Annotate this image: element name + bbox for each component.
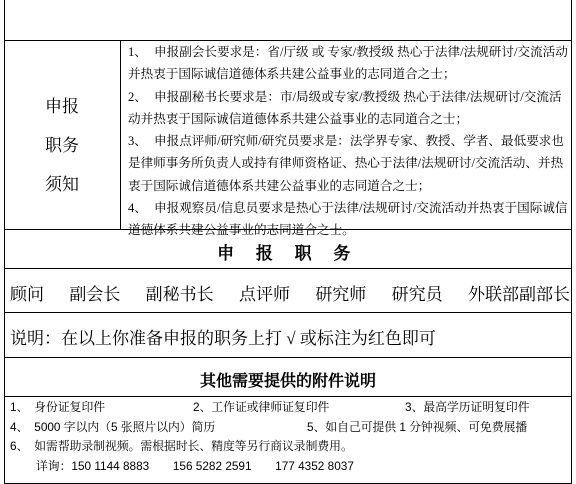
- requirement-number: 4、: [128, 201, 147, 216]
- requirement-item: [128, 86, 570, 131]
- column-divider: [120, 40, 121, 229]
- attachments-list: [10, 398, 570, 476]
- position-option[interactable]: 副秘书长: [145, 285, 214, 304]
- contact-phones: 详询：150 1144 8883 156 5282 2591 177 4352 8037: [36, 458, 354, 473]
- requirement-text: 申报副会长要求是：省/厅级 或 专家/教授级 热心于法律/法规研讨/交流活动并热衷于国际诚信道德体系共建公益事业的志同道合之士；: [128, 45, 568, 82]
- row-divider: [4, 396, 572, 397]
- positions-section-title: 申 报 职 务: [217, 244, 359, 263]
- row-divider: [4, 268, 572, 269]
- position-option[interactable]: 点评师: [238, 285, 290, 304]
- apply-label-line-1: 申报: [45, 97, 79, 116]
- requirement-text: 申报副秘书长要求是：市/局级或专家/教授级 热心于法律/法规研讨/交流活动并热衷于国际诚信道德体系共建公益事业的志同道合之士；: [128, 89, 562, 126]
- apply-label-line-3: 须知: [45, 175, 79, 194]
- requirements-list: [128, 41, 570, 242]
- positions-list: [10, 280, 570, 305]
- position-option[interactable]: 研究师: [315, 285, 367, 304]
- attachment-row: [10, 398, 570, 418]
- requirement-number: 3、: [128, 134, 147, 149]
- attachment-item: 6、 如需帮助录制视频。需根据时长、精度等另行商议录制费用。: [10, 439, 353, 453]
- requirement-text: 申报观察员/信息员要求是热心于法律/法规研讨/交流活动并热衷于国际诚信道德体系共建公益事业的志同道合之士。: [128, 201, 568, 238]
- position-option[interactable]: 外联部副部长: [467, 285, 570, 304]
- requirement-number: 2、: [128, 89, 147, 104]
- application-form-table: [4, 0, 572, 484]
- apply-label-line-2: 职务: [45, 136, 79, 155]
- attachment-row: [10, 418, 570, 438]
- attachment-item: 3、最高学历证明复印件: [405, 400, 530, 414]
- attachment-item: 2、工作证或律师证复印件: [193, 400, 330, 414]
- requirement-number: 1、: [128, 45, 147, 59]
- attachments-section-title: 其他需要提供的附件说明: [199, 373, 376, 390]
- requirement-item: [128, 130, 570, 197]
- positions-note: 说明：在以上你准备申报的职务上打 √ 或标注为红色即可: [10, 329, 436, 348]
- attachment-item: 5、如自己可提供 1 分钟视频、可免费展播: [307, 419, 528, 434]
- row-divider: [4, 357, 572, 358]
- position-option[interactable]: 顾问: [10, 285, 44, 304]
- row-divider: [4, 312, 572, 313]
- position-option[interactable]: 副会长: [69, 285, 121, 304]
- attachment-item: 1、 身份证复印件: [10, 400, 106, 414]
- requirement-item: [128, 197, 570, 242]
- requirement-item: [128, 41, 570, 86]
- attachment-item: 4、 5000 字以内（5 张照片以内）简历: [10, 419, 216, 434]
- position-option[interactable]: 研究员: [391, 285, 443, 304]
- requirement-text: 申报点评师/研究师/研究员要求是：法学界专家、教授、学者、最低要求也是律师事务所负责人或持有律师资格证、热心于法律/法规研讨/交流活动、并热衷于国际诚信道德体系共建公益事业的志同道合之士；: [128, 134, 564, 193]
